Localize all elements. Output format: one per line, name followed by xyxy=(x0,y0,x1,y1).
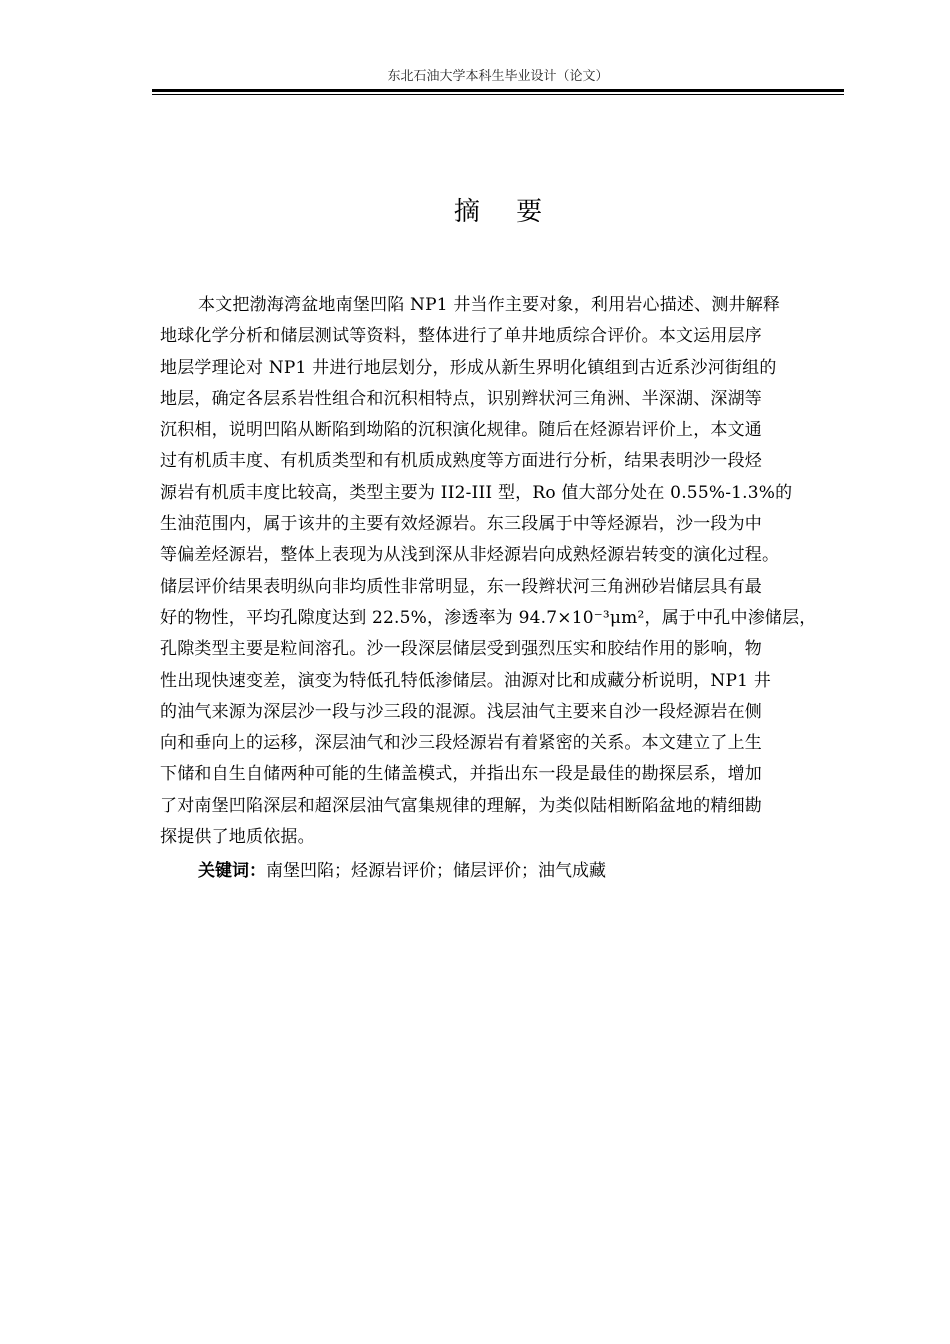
keywords-value: 南堡凹陷；烃源岩评价；储层评价；油气成藏 xyxy=(266,861,606,881)
abstract-line: 向和垂向上的运移，深层油气和沙三段烃源岩有着紧密的关系。本文建立了上生 xyxy=(160,733,762,754)
abstract-line: 源岩有机质丰度比较高，类型主要为 II2-III 型，Ro 值大部分处在 0.55%-1.3%的 xyxy=(160,482,793,503)
abstract-line: 孔隙类型主要是粒间溶孔。沙一段深层储层受到强烈压实和胶结作用的影响，物 xyxy=(160,639,762,660)
abstract-line: 好的物性，平均孔隙度达到 22.5%，渗透率为 94.7×10⁻³μm²，属于中孔中渗储层， xyxy=(160,607,817,628)
header-rule-thin xyxy=(152,94,844,95)
abstract-line: 地层，确定各层系岩性组合和沉积相特点，识别辫状河三角洲、半深湖、深湖等 xyxy=(160,388,762,409)
abstract-line: 探提供了地质依据。 xyxy=(160,827,315,848)
page-title: 摘 要 xyxy=(453,197,557,227)
abstract-line: 等偏差烃源岩，整体上表现为从浅到深从非烃源岩向成熟烃源岩转变的演化过程。 xyxy=(160,545,780,566)
abstract-line: 生油范围内，属于该井的主要有效烃源岩。东三段属于中等烃源岩，沙一段为中 xyxy=(160,514,762,535)
abstract-line: 沉积相，说明凹陷从断陷到坳陷的沉积演化规律。随后在烃源岩评价上，本文通 xyxy=(160,420,762,441)
keywords-label: 关键词： xyxy=(198,861,266,881)
abstract-line: 过有机质丰度、有机质类型和有机质成熟度等方面进行分析，结果表明沙一段烃 xyxy=(160,451,762,472)
header-rule-thick xyxy=(152,89,844,92)
page-header: 东北石油大学本科生毕业设计（论文） xyxy=(387,69,609,84)
abstract-line: 了对南堡凹陷深层和超深层油气富集规律的理解，为类似陆相断陷盆地的精细勘 xyxy=(160,795,762,816)
abstract-line: 的油气来源为深层沙一段与沙三段的混源。浅层油气主要来自沙一段烃源岩在侧 xyxy=(160,701,762,722)
abstract-line: 储层评价结果表明纵向非均质性非常明显，东一段辫状河三角洲砂岩储层具有最 xyxy=(160,576,762,597)
keywords xyxy=(198,857,606,885)
abstract-line: 下储和自生自储两种可能的生储盖模式，并指出东一段是最佳的勘探层系，增加 xyxy=(160,764,762,785)
abstract-line: 地球化学分析和储层测试等资料，整体进行了单井地质综合评价。本文运用层序 xyxy=(160,326,762,347)
abstract-body xyxy=(160,290,850,853)
abstract-line: 本文把渤海湾盆地南堡凹陷 NP1 井当作主要对象，利用岩心描述、测井解释 xyxy=(198,295,781,315)
abstract-line: 地层学理论对 NP1 井进行地层划分，形成从新生界明化镇组到古近系沙河街组的 xyxy=(160,357,777,378)
abstract-line: 性出现快速变差，演变为特低孔特低渗储层。油源对比和成藏分析说明，NP1 井 xyxy=(160,670,771,691)
